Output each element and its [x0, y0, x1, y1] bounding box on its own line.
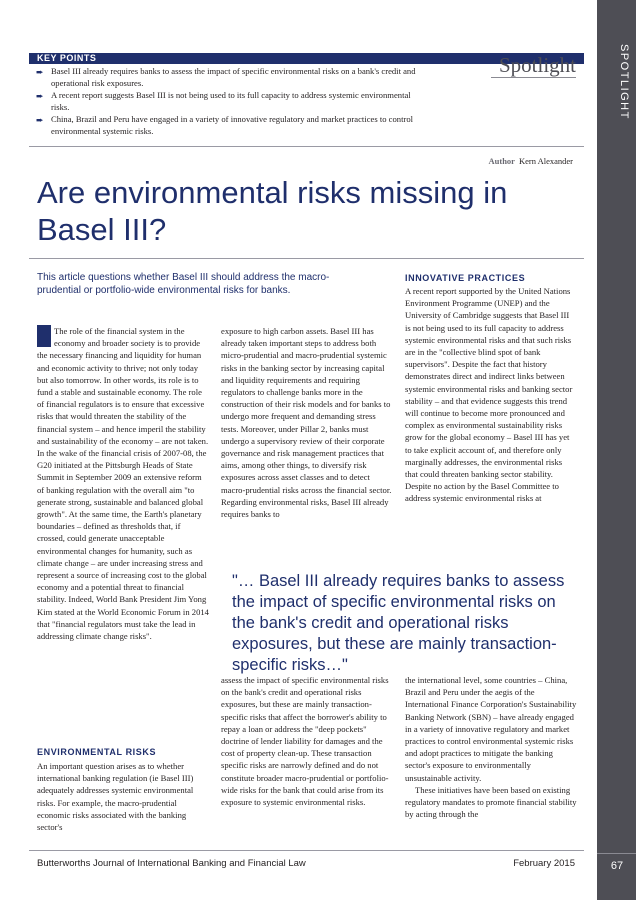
issue-date: February 2015 — [513, 858, 575, 869]
body-column-1-lower — [37, 760, 209, 833]
spine-divider — [597, 853, 636, 854]
arrow-bullet-icon: ➨ — [36, 115, 44, 125]
body-paragraph: assess the impact of specific environmental risks on the bank's credit and operational risks exposures, but these are mainly transaction-specific risks that affect the borrower's ability to repay a loan or address the "deep pockets" doctrine of lender liability for damages and the cost of property clean-up. These transaction specific risks are narrowly defined and do not constitute broader macro-prudential or portfolio-wide risks for the bank that could arise from its exposure to systemic environmental risks. — [221, 675, 389, 808]
side-spine — [597, 0, 636, 900]
body-column-3 — [405, 285, 577, 505]
key-points-divider — [29, 146, 584, 147]
body-paragraph: An important question arises as to whether international banking regulation (ie Basel III) adequately addresses systemic environmental risks. For example, the macro-prudential economic risks associated with the banking sector's — [37, 761, 194, 833]
author-line — [420, 156, 573, 166]
drop-cap-block — [37, 325, 51, 347]
pull-quote: "… Basel III already requires banks to assess the impact of specific environmental risks on the bank's credit and operational risks exposures, but these are mainly transaction-specific risks…" — [232, 572, 565, 674]
arrow-bullet-icon: ➨ — [36, 67, 44, 77]
author-name: Kern Alexander — [518, 156, 573, 166]
section-heading-environmental-risks: ENVIRONMENTAL RISKS — [37, 747, 157, 757]
body-column-2-lower — [221, 674, 393, 808]
body-column-1 — [37, 325, 209, 642]
body-column-3-lower — [405, 674, 577, 820]
journal-name: Butterworths Journal of International Banking and Financial Law — [37, 858, 306, 869]
section-label: Spotlight — [491, 53, 576, 78]
body-paragraph: A recent report supported by the United Nations Environment Programme (UNEP) and the University of Cambridge suggests that Basel III is not being used to its full capacity to address systemic environmental risks and that such risks are in the "collective blind spot of bank supervisors". Despite the fact that history demonstrates direct and indirect links between systemic environmental risks and banking sector stability – and that evidence suggests this trend will continue to become more pronounced and complex as environmental sustainability risks grow for the global economy – Basel III has yet to take explicit account of, and therefore only marginally addresses, the environmental risks that could threaten banking sector stability. Despite no action by the Basel Committee to address systemic environmental risks at — [405, 286, 573, 504]
headline-divider — [29, 258, 584, 259]
key-points-title: KEY POINTS — [37, 53, 97, 63]
footer-divider — [29, 850, 584, 851]
author-label: Author — [488, 156, 515, 166]
arrow-bullet-icon: ➨ — [36, 91, 44, 101]
article-headline: Are environmental risks missing in Basel III? — [37, 175, 508, 247]
spine-section-label: SPOTLIGHT — [618, 44, 630, 120]
body-paragraph: exposure to high carbon assets. Basel III has already taken important steps to address both micro-prudential and macro-prudential systemic risks in the banking sector by increasing capital and liquidity requirements and requiring regulators to challenge banks more in the construction of their risk models and for banks to undergo more frequent and demanding stress tests. Moreover, under Pillar 2, banks must undergo a supervisory review of their corporate governance and risk management practices that aims, among other things, to diversify risk exposures across asset classes and to detect macro-prudential risks across the financial sector. Regarding environmental risks, Basel III already requires banks to — [221, 326, 392, 520]
key-point-item: ➨ Basel III already requires banks to assess the impact of specific environmental risks on a bank's credit and operational risk exposures. — [36, 66, 416, 88]
body-paragraph: the international level, some countries – China, Brazil and Peru under the aegis of the International Finance Corporation's Sustainability Banking Network (SBN) – have already engaged in a variety of innovative regulatory and market practices to control environmental systemic risks and adopt practices to mitigate the banking sector's exposure to environmentally unsustainable activity. — [405, 675, 577, 783]
section-heading-innovative-practices: INNOVATIVE PRACTICES — [405, 273, 526, 283]
standfirst: This article questions whether Basel III should address the macro-prudential or portfolio-wide environmental risks for banks. — [37, 272, 330, 296]
body-paragraph: The role of the financial system in the economy and broader society is to provide the necessary financing and liquidity for human and economic activity to thrive; not only today but also tomorrow. In other words, its role is to fund a stable and sustainable economy. The role of financial regulators is to ensure that excessive risks that would threaten the stability of the financial system – and hence imperil the stability and sustainability of the economy – are not taken. In the wake of the financial crisis of 2007-08, the G20 initiated at the Pittsburgh Heads of State Summit in September 2009 an extensive reform of banking regulation with the overall aim "to generate strong, sustainable and balanced global growth". At the same time, the Earth's planetary boundaries – defined as thresholds that, if crossed, could generate unacceptable environmental changes for humanity, such as climate change – are under increasing stress and represent a source of increasing cost to the global economy and a potential threat to financial stability. Indeed, World Bank President Jim Yong Kim stated at the World Economic Forum in 2014 that "financial regulators must take the lead in addressing climate change risks". — [37, 326, 209, 642]
body-paragraph: These initiatives have been based on existing regulatory mandates to promote financial stability by acting through the — [405, 784, 577, 820]
key-point-item: ➨ A recent report suggests Basel III is not being used to its full capacity to address systemic environmental risks. — [36, 90, 411, 112]
key-point-item: ➨ China, Brazil and Peru have engaged in a variety of innovative regulatory and market practices to control environmental systemic risks. — [36, 114, 413, 136]
key-points-list — [36, 65, 416, 137]
body-column-2 — [221, 325, 393, 520]
page-number: 67 — [610, 860, 624, 872]
